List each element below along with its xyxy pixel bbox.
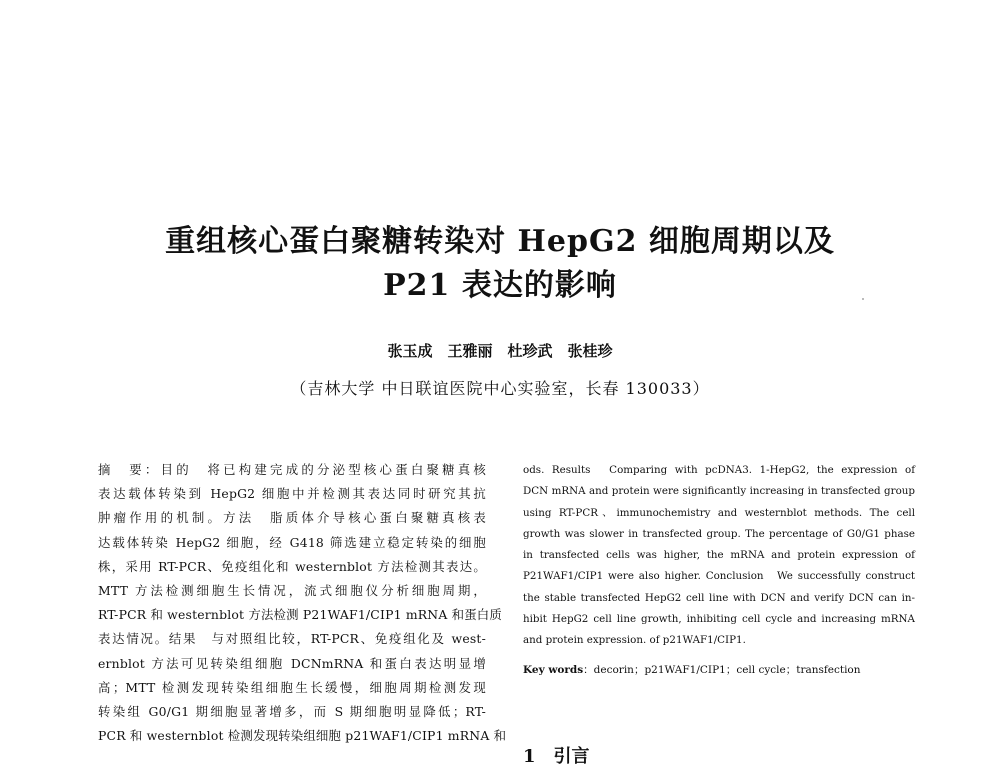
abstract-cn-line: 株，采用 RT-PCR、免疫组化和 westernblot 方法检测其表达。 xyxy=(98,558,486,574)
abstract-cn-line: 表达载体转染到 HepG2 细胞中并检测其表达同时研究其抗 xyxy=(98,486,486,502)
title-line-1: 重组核心蛋白聚糖转染对 HepG2 细胞周期以及 xyxy=(165,224,835,259)
title-line-2: P21 表达的影响 xyxy=(383,268,617,303)
abstract-cn-line: 达载体转染 HepG2 细胞，经 G418 筛选建立稳定转染的细胞 xyxy=(98,534,486,550)
abstract-cn-line: 摘 要：目的 将已构建完成的分泌型核心蛋白聚糖真核 xyxy=(98,462,486,477)
keywords xyxy=(523,662,861,677)
abstract-cn-line: 表达情况。结果 与对照组比较，RT-PCR、免疫组化及 west- xyxy=(98,631,486,647)
abstract-cn-line: MTT 方法检测细胞生长情况，流式细胞仪分析细胞周期， xyxy=(98,582,486,598)
abstract-en-line: P21WAF1/CIP1 were also higher. Conclusion We successfully construct xyxy=(523,570,915,583)
scan-speck xyxy=(862,298,864,300)
abstract-cn-line: 转染组 G0/G1 期细胞显著增多，而 S 期细胞明显降低；RT- xyxy=(98,703,486,719)
affiliation: （吉林大学 中日联谊医院中心实验室，长春 130033） xyxy=(290,379,710,398)
authors: 张玉成 王雅丽 杜珍武 张桂珍 xyxy=(387,342,613,360)
abstract-en-line: using RT-PCR、immunochemistry and westernblot methods. The cell xyxy=(523,506,915,519)
abstract-en-line: and protein expression. of p21WAF1/CIP1. xyxy=(523,634,746,647)
abstract-cn-line: ernblot 方法可见转染组细胞 DCNmRNA 和蛋白表达明显增 xyxy=(98,655,486,671)
section-heading: 1 引言 xyxy=(523,746,590,767)
abstract-en-line: DCN mRNA and protein were significantly increasing in transfected group xyxy=(523,485,915,498)
keywords-label: Key words xyxy=(523,664,584,676)
abstract-en-line: in transfected cells was higher, the mRNA and protein expression of xyxy=(523,549,915,562)
abstract-cn-line: RT-PCR 和 westernblot 方法检测 P21WAF1/CIP1 mRNA 和蛋白质 xyxy=(98,607,502,623)
abstract-en-line: hibit HepG2 cell line growth, inhibiting cell cycle and increasing mRNA xyxy=(523,613,915,626)
keywords-text: ：decorin；p21WAF1/CIP1；cell cycle；transfection xyxy=(583,664,861,676)
abstract-en-line: the stable transfected HepG2 cell line with DCN and verify DCN can in- xyxy=(523,591,915,604)
abstract-chinese xyxy=(98,458,507,748)
abstract-cn-line: 肿瘤作用的机制。方法 脂质体介导核心蛋白聚糖真核表 xyxy=(98,510,486,526)
abstract-cn-line: 高；MTT 检测发现转染组细胞生长缓慢，细胞周期检测发现 xyxy=(98,679,486,695)
abstract-en-line: growth was slower in transfected group. The percentage of G0/G1 phase xyxy=(523,527,915,540)
abstract-cn-line: PCR 和 westernblot 检测发现转染组细胞 p21WAF1/CIP1 mRNA 和 xyxy=(98,728,507,744)
abstract-english xyxy=(523,460,915,652)
abstract-en-line: ods. Results Comparing with pcDNA3. 1-HepG2, the expression of xyxy=(523,464,915,476)
